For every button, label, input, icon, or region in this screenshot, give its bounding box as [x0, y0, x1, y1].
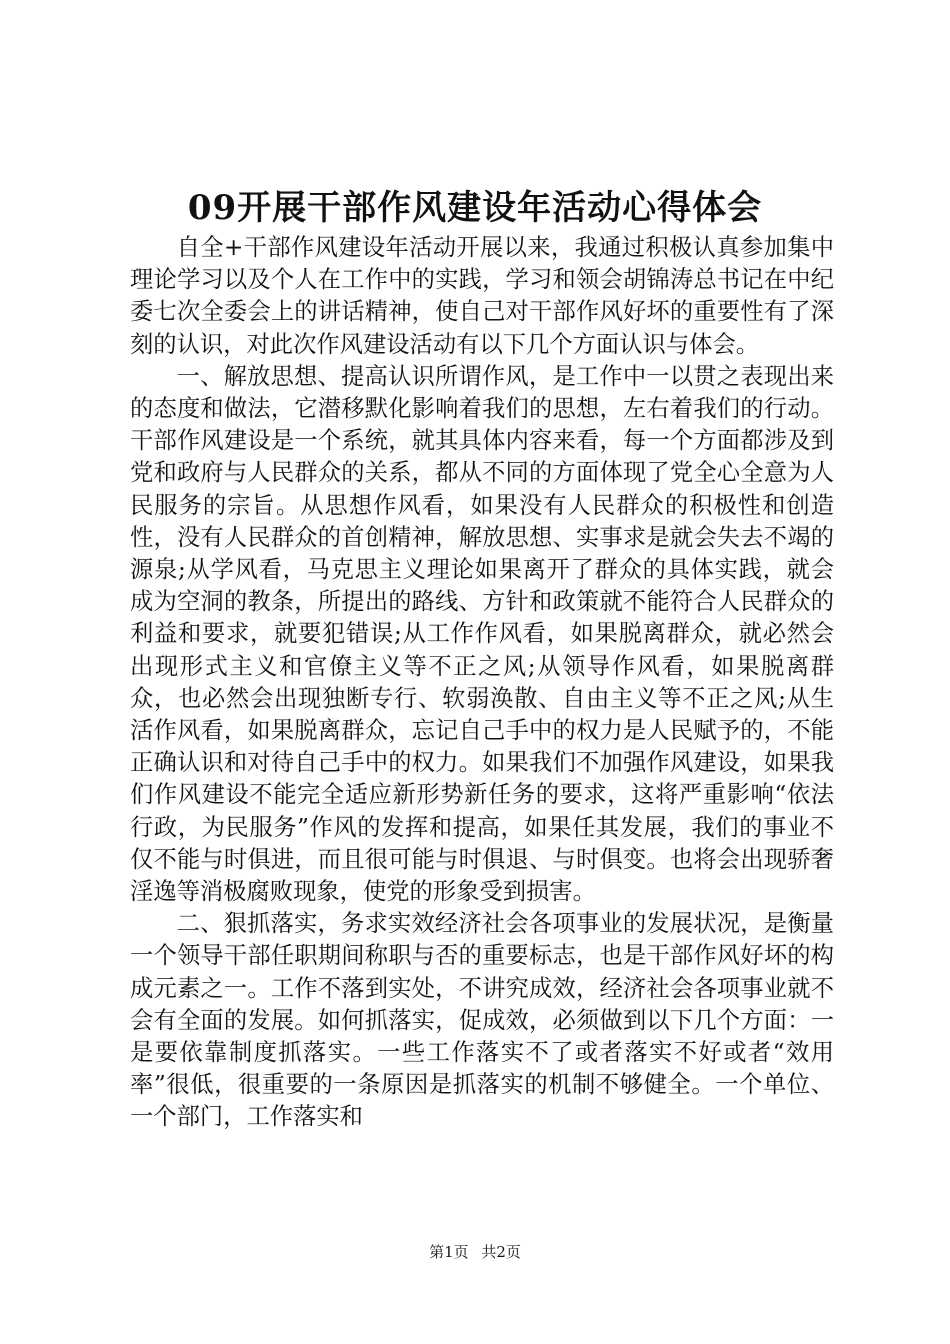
- page-number: 第1页: [429, 1243, 469, 1261]
- paragraph-intro: 自全+干部作风建设年活动开展以来，我通过积极认真参加集中理论学习以及个人在工作中的实践，学习和领会胡锦涛总书记在中纪委七次全委会上的讲话精神，使自己对干部作风好坏的重要性有了深刻的认识，对此次作风建设活动有以下几个方面认识与体会。: [130, 234, 834, 358]
- page-total: 共2页: [481, 1243, 521, 1261]
- document-body: [130, 232, 834, 1134]
- paragraph-section-one: 一、解放思想、提高认识所谓作风，是工作中一以贯之表现出来的态度和做法，它潜移默化影响着我们的思想，左右着我们的行动。干部作风建设是一个系统，就其具体内容来看，每一个方面都涉及到党和政府与人民群众的关系，都从不同的方面体现了党全心全意为人民服务的宗旨。从思想作风看，如果没有人民群众的积极性和创造性，没有人民群众的首创精神，解放思想、实事求是就会失去不竭的源泉;从学风看，马克思主义理论如果离开了群众的具体实践，就会成为空洞的教条，所提出的路线、方针和政策就不能符合人民群众的利益和要求，就要犯错误;从工作作风看，如果脱离群众，就必然会出现形式主义和官僚主义等不正之风;从领导作风看，如果脱离群众，也必然会出现独断专行、软弱涣散、自由主义等不正之风;从生活作风看，如果脱离群众，忘记自己手中的权力是人民赋予的，不能正确认识和对待自己手中的权力。如果我们不加强作风建设，如果我们作风建设不能完全适应新形势新任务的要求，这将严重影响“依法行政，为民服务”作风的发挥和提高，如果任其发展，我们的事业不仅不能与时俱进，而且很可能与时俱退、与时俱变。也将会出现骄奢淫逸等消极腐败现象，使党的形象受到损害。: [130, 362, 834, 906]
- document-title: 09开展干部作风建设年活动心得体会: [187, 188, 763, 228]
- paragraph-section-two: 二、狠抓落实，务求实效经济社会各项事业的发展状况，是衡量一个领导干部任职期间称职与否的重要标志，也是干部作风好坏的构成元素之一。工作不落到实处，不讲究成效，经济社会各项事业就不会有全面的发展。如何抓落实，促成效，必须做到以下几个方面：一是要依靠制度抓落实。一些工作落实不了或者落实不好或者“效用率”很低，很重要的一条原因是抓落实的机制不够健全。一个单位、一个部门，工作落实和: [130, 910, 834, 1131]
- page-footer: [0, 1242, 950, 1262]
